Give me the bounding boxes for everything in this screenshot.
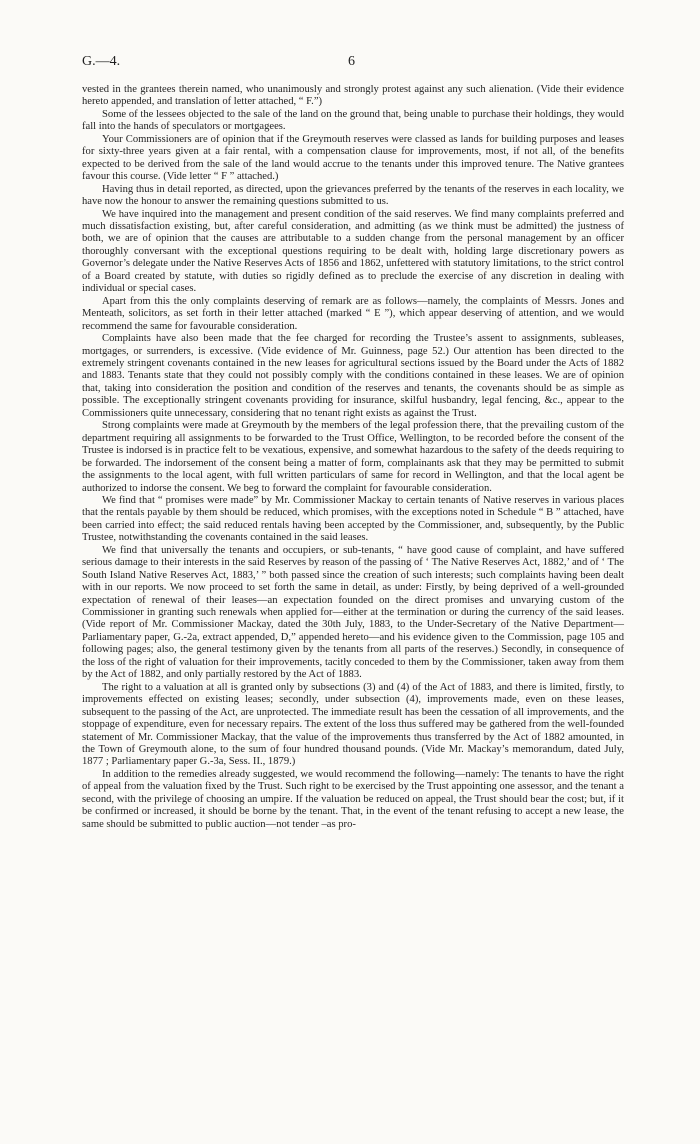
- paragraph-6: Apart from this the only complaints deserving of remark are as follows—namely, the complaints of Messrs. Jones and Menteath, solicitors, as set forth in their letter attached (marked “ E ”), which appear deserving of attention, and we would recommend the same for favourable consideration.: [82, 295, 624, 332]
- paragraph-1: vested in the grantees therein named, who unanimously and strongly protest against any such alienation. (Vide their evidence hereto appended, and translation of letter attached, “ F.”): [82, 84, 624, 108]
- paragraph-3: Your Commissioners are of opinion that if the Greymouth reserves were classed as lands for building purposes and leases for sixty-three years given at a fair rental, with a compensation clause for improvements, most, if not all, of the benefits expected to be derived from the sale of the land would accrue to the tenants under this improved tenure. The Native grantees favour this course. (Vide letter “ F ” attached.): [82, 133, 624, 183]
- paragraph-5: We have inquired into the management and present condition of the said reserves. We find many complaints preferred and much dissatisfaction existing, but, after careful consideration, and admitting (as we think must be admitted) the justness of both, we are of opinion that the causes are attributable to a sudden change from the personal management by an officer thoroughly conversant with the exceptional questions requiring to be dealt with, holding large discretionary powers as Governor’s delegate under the Native Reserves Acts of 1856 and 1862, unfettered with statutory limitations, to the strict control of a Board created by statute, with duties so rigidly defined as to preclude the exercise of any discretion in dealing with individual or special cases.: [82, 208, 624, 295]
- paragraph-10: We find that universally the tenants and occupiers, or sub-tenants, “ have good cause of complaint, and have suffered serious damage to their interests in the said Reserves by reason of the passing of ‘ The Native Reserves Act, 1882,’ and of ‘ The South Island Native Reserves Act, 1883,’ ” both passed since the creation of such interests; such complaints having been dealt with in our reports. We now proceed to set forth the same in detail, as under: Firstly, by being deprived of a well-grounded expectation of renewal of their leases—an expectation founded on the direct promises and unvarying custom of the Commissioner in granting such renewals when applied for—either at the termination or during the currency of the said leases. (Vide report of Mr. Commissioner Mackay, dated the 30th July, 1883, to the Under-Secretary of the Native Department—Parliamentary paper, G.-2a, extract appended, D,” appended hereto—and his evidence given to the Commission, page 105 and following pages; also, the general testimony given by the tenants from all parts of the reserves.) Secondly, in consequence of the loss of the right of valuation for their improvements, tacitly conceded to them by the Commissioner, taken away from them by the Act of 1882, and only partially restored by the Act of 1883.: [82, 544, 624, 681]
- paragraph-11: The right to a valuation at all is granted only by subsections (3) and (4) of the Act of 1883, and there is limited, firstly, to improvements effected on existing leases; secondly, under subsection (4), improvements made, even on these leases, subsequent to the passing of the Act, are unprotected. The immediate result has been the cessation of all improvements, and the stoppage of expenditure, even for necessary repairs. The extent of the loss thus suffered may be gathered from the well-founded statement of Mr. Commissioner Mackay, that the value of the improvements thus transferred by the Act of 1882 amounted, in the Town of Greymouth alone, to the sum of four hundred thousand pounds. (Vide Mr. Mackay’s memorandum, dated July, 1877 ; Parliamentary paper G.-3a, Sess. II., 1879.): [82, 681, 624, 768]
- paragraph-7: Complaints have also been made that the fee charged for recording the Trustee’s assent to assignments, subleases, mortgages, or surrenders, is excessive. (Vide evidence of Mr. Guinness, page 52.) Our attention has been directed to the extremely stringent covenants contained in the new leases for agricultural sections issued by the Board under the Acts of 1882 and 1883. Tenants state that they could not possibly comply with the conditions contained in these leases. We are of opinion that, taking into consideration the position and condition of the reserves and tenants, the covenants should be as simple as possible. The exceptionally stringent covenants providing for insurance, skilful husbandry, legal fencing, &c., appear to the Commissioners quite unnecessary, considering that no tenant right exists as against the Trust.: [82, 333, 624, 419]
- document-reference: G.—4.: [82, 54, 121, 69]
- page-header: [82, 54, 622, 74]
- paragraph-2: Some of the lessees objected to the sale of the land on the ground that, being unable to purchase their holdings, they would fall into the hands of speculators or mortgagees.: [82, 108, 624, 133]
- paragraph-9: We find that “ promises were made” by Mr. Commissioner Mackay to certain tenants of Native reserves in various places that the rentals payable by them should be reduced, which promises, with the exceptions noted in Schedule “ B ” attached, have been carried into effect; the said reduced rentals having been accepted by the Commissioner, and, subsequently, by the Public Trustee, notwithstanding the covenants contained in the said leases.: [82, 494, 624, 544]
- paragraph-4: Having thus in detail reported, as directed, upon the grievances preferred by the tenants of the reserves in each locality, we have now the honour to answer the remaining questions submitted to us.: [82, 183, 624, 208]
- paragraph-8: Strong complaints were made at Greymouth by the members of the legal profession there, that the prevailing custom of the department requiring all assignments to be forwarded to the Trust Office, Wellington, to be recorded before the consent of the Trustee is indorsed is in practice felt to be vexatious, expensive, and somewhat hazardous to the safety of the deeds requiring to be forwarded. The indorsement of the consent being a matter of form, complainants ask that they may be permitted to submit the assignments to the local agent, with full written particulars of same for record in Wellington, and that the local agent be authorized to indorse the consent. We beg to forward the complaint for favourable consideration.: [82, 420, 624, 494]
- body-text: [82, 84, 624, 831]
- paragraph-12: In addition to the remedies already suggested, we would recommend the following—namely: The tenants to have the right of appeal from the valuation fixed by the Trust. Such right to be exercised by the Trust appointing one assessor, and the tenant a second, with the privilege of choosing an umpire. If the valuation be reduced on appeal, the Trust should bear the cost; but, if it be confirmed or increased, it should be borne by the tenant. That, in the event of the tenant refusing to accept a new lease, the same should be submitted to public auction—not tender –as pro-: [82, 768, 624, 830]
- page-number: 6: [348, 54, 355, 69]
